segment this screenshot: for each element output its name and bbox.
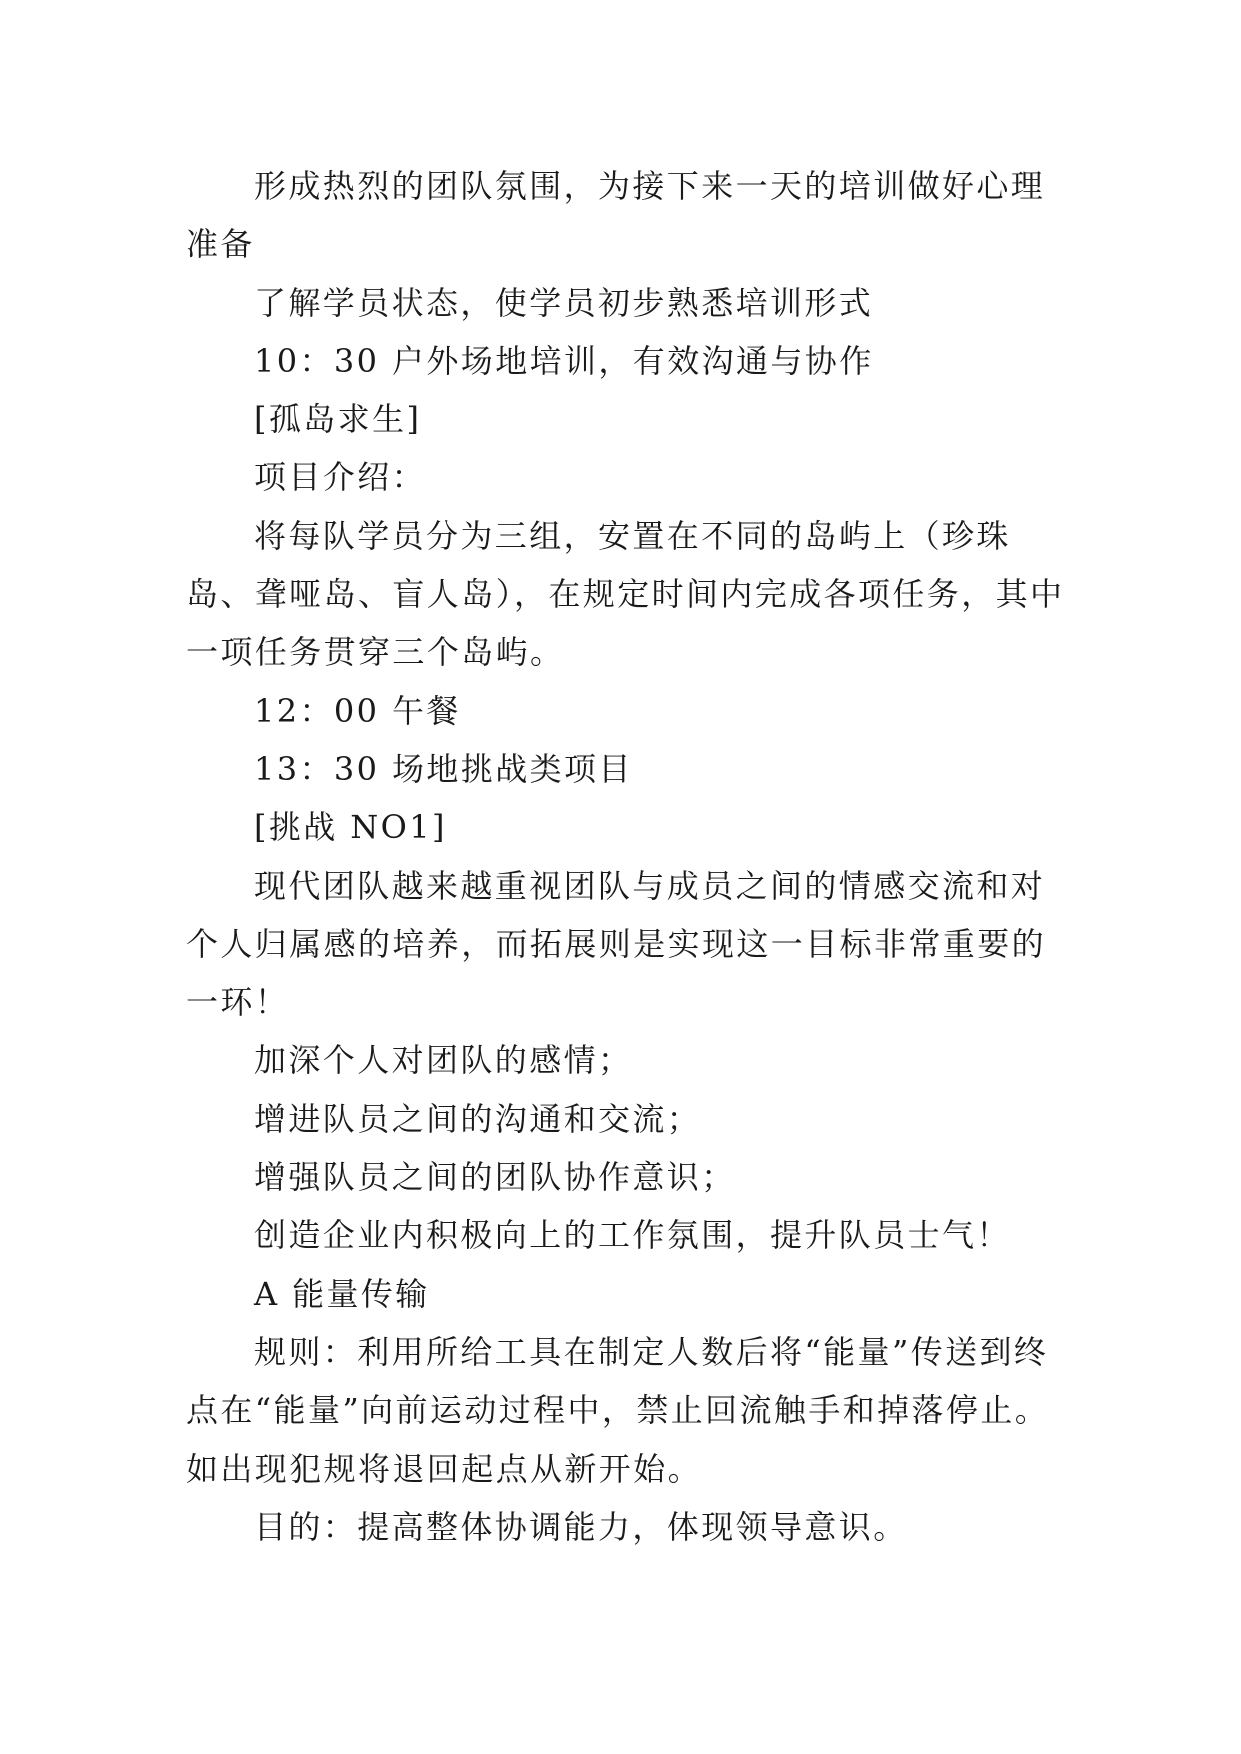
paragraph-energy-transfer-heading: A 能量传输 <box>254 1274 430 1313</box>
paragraph-goal-deepen-feelings: 加深个人对团队的感情； <box>254 1041 633 1080</box>
paragraph-project-intro-label: 项目介绍： <box>254 458 427 497</box>
paragraph-rules: 规则：利用所给工具在制定人数后将“能量”传送到终点在“能量”向前运动过程中，禁止回流触手和掉落停止。如出现犯规将退回起点从新开始。 <box>186 1332 1050 1488</box>
paragraph-purpose: 目的：提高整体协调能力，体现领导意识。 <box>254 1507 908 1546</box>
paragraph-island-description: 将每队学员分为三组，安置在不同的岛屿上（珍珠岛、聋哑岛、盲人岛），在规定时间内完成各项任务，其中一项任务贯穿三个岛屿。 <box>186 516 1065 672</box>
paragraph-challenge-no1-heading: [挑战 NO1] <box>254 808 447 847</box>
document-body <box>186 157 1076 1556</box>
paragraph-challenge-projects-time: 13：30 场地挑战类项目 <box>254 749 633 788</box>
paragraph-goal-atmosphere: 创造企业内积极向上的工作氛围，提升队员士气！ <box>254 1216 1011 1255</box>
paragraph-lunch-time: 12：00 午餐 <box>254 691 461 730</box>
paragraph-modern-team: 现代团队越来越重视团队与成员之间的情感交流和对个人归属感的培养，而拓展则是实现这一目标非常重要的一环！ <box>186 866 1047 1022</box>
paragraph-learner-status: 了解学员状态，使学员初步熟悉培训形式 <box>254 283 874 322</box>
paragraph-goal-collaboration: 增强队员之间的团队协作意识； <box>254 1158 736 1197</box>
paragraph-team-atmosphere: 形成热烈的团队氛围，为接下来一天的培训做好心理准备 <box>186 167 1046 264</box>
paragraph-outdoor-training-time: 10：30 户外场地培训，有效沟通与协作 <box>254 341 874 380</box>
paragraph-island-survival-heading: [孤岛求生] <box>254 400 422 439</box>
paragraph-goal-communication: 增进队员之间的沟通和交流； <box>254 1099 702 1138</box>
